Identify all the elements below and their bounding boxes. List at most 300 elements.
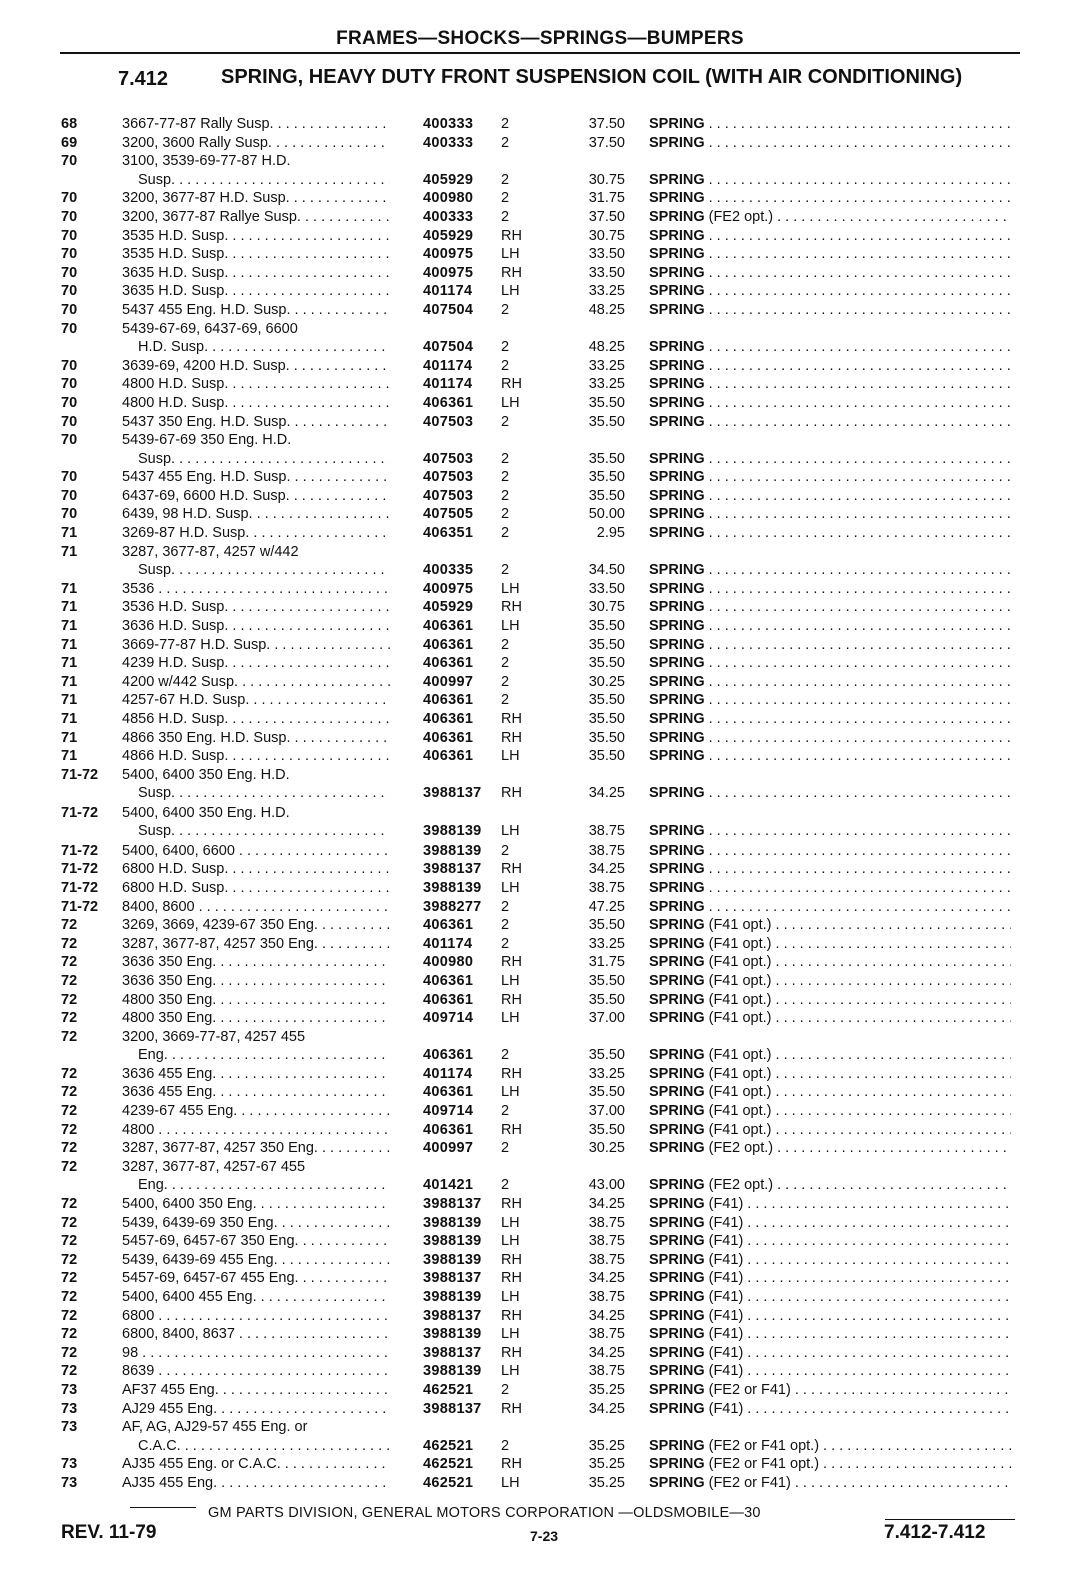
part-name-text: SPRING [649,1251,705,1268]
model-description: 3635 H.D. Susp. . . . [122,264,390,283]
part-name [649,691,1011,710]
quantity: 2 [501,562,510,579]
price: 34.50 [588,562,625,579]
model-description: C.A.C. . . . [138,1437,390,1456]
part-name [649,1139,1011,1158]
part-name [649,636,1011,655]
table-row [0,394,1086,413]
part-number: 407504 [423,339,474,356]
table-row [0,1269,1086,1288]
option-note: (F41 opt.) [708,972,772,989]
part-name [649,208,1011,227]
part-number: 400980 [423,190,474,207]
part-name-text: SPRING [649,1270,705,1287]
part-name-text: SPRING [649,823,705,840]
part-name [649,1102,1011,1121]
model-description: 8639 . . . [122,1362,390,1381]
quantity: 2 [501,655,510,672]
header-rule [60,52,1020,54]
part-name-text: SPRING [649,134,705,151]
model-year: 71 [61,711,78,727]
part-name [649,1400,1011,1419]
table-row [0,1083,1086,1102]
part-name-text: SPRING [649,1084,705,1101]
part-name [649,1009,1011,1028]
table-row [0,357,1086,376]
footer-page-number: 7-23 [530,1528,559,1544]
part-number: 406361 [423,917,474,934]
part-name-text: SPRING [649,655,705,672]
model-description: 3536 . . . [122,580,390,599]
table-row [0,561,1086,580]
model-year: 71-72 [61,804,99,821]
table-row [0,860,1086,879]
option-note: (F41 opt.) [708,1010,772,1027]
table-row [0,468,1086,487]
model-year: 72 [61,972,78,989]
quantity: RH [501,1251,522,1268]
part-name-text: SPRING [649,1289,705,1305]
part-name [649,953,1011,972]
model-year: 71 [61,729,78,746]
price: 43.00 [588,1177,625,1194]
model-year: 70 [61,153,78,170]
part-number: 3988137 [423,1344,482,1361]
table-row [0,1065,1086,1084]
table-row [0,1307,1086,1326]
quantity: LH [501,1326,520,1343]
table-row [0,935,1086,954]
part-name-text: SPRING [649,469,705,486]
part-name-text: SPRING [649,618,705,635]
quantity: RH [501,599,522,616]
part-number: 3988137 [423,861,482,878]
model-year: 70 [61,283,78,300]
model-description: 3200, 3677-87 H.D. Susp. . . . [122,189,390,208]
table-row [0,450,1086,469]
part-number: 406361 [423,991,474,1008]
model-year: 71 [61,655,78,672]
price: 30.75 [588,227,625,244]
price: 34.25 [588,1270,625,1287]
price: 30.75 [588,171,625,188]
model-description: 3269-87 H.D. Susp. . . . [122,524,390,543]
table-row [0,991,1086,1010]
part-name [649,1214,1011,1233]
table-row [0,543,1086,562]
option-note: (F41 opt.) [708,1084,772,1101]
model-description: 5439, 6439-69 455 Eng. . . . [122,1251,390,1270]
price: 34.25 [588,861,625,878]
price: 37.50 [588,116,625,132]
table-row [0,898,1086,917]
model-description: 4800 350 Eng. . . . [122,991,390,1010]
model-year: 72 [61,1121,78,1138]
price: 37.00 [588,1103,625,1120]
part-number: 3988139 [423,1289,482,1305]
table-row [0,822,1086,841]
price: 47.25 [588,898,625,915]
part-number: 3988139 [423,823,482,840]
model-year: 72 [61,1028,78,1045]
table-row [0,842,1086,861]
model-year: 70 [61,432,78,449]
quantity: LH [501,1084,520,1101]
price: 38.75 [588,879,625,896]
price: 35.50 [588,748,625,765]
model-year: 71-72 [61,861,99,878]
option-note: (F41) [708,1400,744,1417]
part-number: 400997 [423,673,474,690]
price: 35.25 [588,1381,625,1398]
table-row [0,691,1086,710]
quantity: 2 [501,450,510,467]
model-year: 70 [61,208,78,225]
model-description: 98 . . . [122,1344,390,1363]
table-row [0,804,1086,823]
model-year: 72 [61,991,78,1008]
table-row [0,636,1086,655]
quantity: 2 [501,469,510,486]
model-year: 70 [61,227,78,244]
table-row [0,1251,1086,1270]
price: 37.00 [588,1010,625,1027]
model-description: 3100, 3539-69-77-87 H.D. [122,153,291,170]
footer-rule-left [130,1507,196,1508]
table-row [0,710,1086,729]
part-number: 401174 [423,357,473,374]
price: 35.50 [588,469,625,486]
part-number: 401174 [423,935,473,952]
part-name [649,450,1011,469]
part-name-text: SPRING [649,1233,705,1250]
model-year: 71 [61,525,78,542]
option-note: (F41) [708,1196,744,1213]
quantity: RH [501,729,522,746]
part-number: 400975 [423,264,474,281]
model-description: 5400, 6400, 6600 . . . [122,842,390,861]
part-number: 400980 [423,954,474,971]
quantity: LH [501,283,520,300]
part-name-text: SPRING [649,1344,705,1361]
option-note: (F41 opt.) [708,991,772,1008]
quantity: 2 [501,525,510,542]
table-row [0,916,1086,935]
table-row [0,1344,1086,1363]
part-name-text: SPRING [649,376,705,393]
model-description: 4239 H.D. Susp. . . . [122,654,390,673]
part-name [649,338,1011,357]
part-name [649,1381,1011,1400]
part-number: 462521 [423,1437,474,1454]
table-row [0,189,1086,208]
price: 38.75 [588,1251,625,1268]
part-name [649,245,1011,264]
part-name-text: SPRING [649,1326,705,1343]
quantity: RH [501,991,522,1008]
part-name [649,505,1011,524]
quantity: LH [501,879,520,896]
quantity: LH [501,618,520,635]
option-note: (FE2 or F41) [708,1381,791,1398]
table-row [0,654,1086,673]
part-name [649,264,1011,283]
price: 30.25 [588,673,625,690]
quantity: LH [501,748,520,765]
price: 35.50 [588,692,625,709]
part-name-text: SPRING [649,692,705,709]
part-name-text: SPRING [649,673,705,690]
price: 33.25 [588,935,625,952]
part-name-text: SPRING [649,842,705,859]
part-name [649,729,1011,748]
model-year: 72 [61,1270,78,1287]
part-number: 462521 [423,1381,474,1398]
quantity: RH [501,1344,522,1361]
part-name [649,747,1011,766]
model-year: 72 [61,1214,78,1231]
quantity: RH [501,1270,522,1287]
model-description: 5400, 6400 350 Eng. . . . [122,1195,390,1214]
model-description: 3200, 3677-87 Rallye Susp. . . . [122,208,390,227]
part-name [649,227,1011,246]
quantity: 2 [501,842,510,859]
quantity: 2 [501,1381,510,1398]
part-number: 407503 [423,469,474,486]
part-name-text: SPRING [649,636,705,653]
table-row [0,375,1086,394]
table-row [0,598,1086,617]
model-description: 3287, 3677-87, 4257 w/442 [122,543,299,560]
table-row [0,784,1086,803]
part-name-text: SPRING [649,1196,705,1213]
price: 50.00 [588,506,625,523]
quantity: 2 [501,301,510,318]
part-name [649,991,1011,1010]
model-description: 6800, 8400, 8637 . . . [122,1325,390,1344]
model-description: Eng. . . . [138,1176,390,1195]
option-note: (F41 opt.) [708,1103,772,1120]
quantity: LH [501,1010,520,1027]
price: 35.50 [588,1047,625,1064]
part-name [649,822,1011,841]
part-name-text: SPRING [649,1437,705,1454]
model-year: 70 [61,246,78,263]
option-note: (FE2 opt.) [708,208,774,225]
part-number: 406361 [423,1084,474,1101]
quantity: RH [501,264,522,281]
price: 38.75 [588,1289,625,1305]
quantity: LH [501,1233,520,1250]
model-description: 4800 H.D. Susp. . . . [122,394,390,413]
model-description: Susp. . . . [138,450,390,469]
part-number: 3988277 [423,898,482,915]
table-row [0,152,1086,171]
option-note: (F41) [708,1307,744,1324]
part-number: 3988137 [423,1270,482,1287]
part-name [649,524,1011,543]
part-name [649,1046,1011,1065]
model-year: 69 [61,134,78,151]
model-year: 72 [61,935,78,952]
model-description: 5439-67-69 350 Eng. H.D. [122,432,292,449]
part-name [649,598,1011,617]
price: 37.50 [588,208,625,225]
table-row [0,320,1086,339]
part-name-text: SPRING [649,171,705,188]
part-name-text: SPRING [649,525,705,542]
part-name [649,654,1011,673]
table-row [0,208,1086,227]
model-description: 5437 455 Eng. H.D. Susp. . . . [122,301,390,320]
table-row [0,1437,1086,1456]
part-number: 406351 [423,525,474,542]
model-description: 5457-69, 6457-67 350 Eng. . . . [122,1232,390,1251]
model-description: 3636 455 Eng. . . . [122,1065,390,1084]
price: 34.25 [588,1307,625,1324]
quantity: 2 [501,935,510,952]
part-number: 401421 [423,1177,474,1194]
option-note: (F41) [708,1363,744,1380]
model-description: 5437 350 Eng. H.D. Susp. . . . [122,413,390,432]
part-name [649,580,1011,599]
quantity: RH [501,861,522,878]
model-year: 72 [61,1196,78,1213]
table-row [0,338,1086,357]
part-number: 409714 [423,1103,474,1120]
part-name-text: SPRING [649,1214,705,1231]
table-row [0,171,1086,190]
model-description: 4239-67 455 Eng. . . . [122,1102,390,1121]
model-description: 3636 350 Eng. . . . [122,972,390,991]
option-note: (F41) [708,1270,744,1287]
table-row [0,134,1086,153]
quantity: 2 [501,1140,510,1157]
option-note: (FE2 or F41 opt.) [708,1437,820,1454]
part-name [649,1121,1011,1140]
model-year: 72 [61,1103,78,1120]
quantity: 2 [501,673,510,690]
price: 35.50 [588,394,625,411]
table-row [0,1474,1086,1493]
quantity: 2 [501,171,510,188]
table-row [0,1009,1086,1028]
quantity: LH [501,246,520,263]
model-year: 72 [61,1010,78,1027]
part-name [649,916,1011,935]
model-year: 73 [61,1400,78,1417]
model-year: 70 [61,190,78,207]
table-row [0,673,1086,692]
model-description: 5437 455 Eng. H.D. Susp. . . . [122,468,390,487]
option-note: (F41 opt.) [708,1047,772,1064]
quantity: LH [501,1214,520,1231]
quantity: RH [501,1307,522,1324]
part-name [649,1288,1011,1307]
model-description: 5400, 6400 350 Eng. H.D. [122,766,290,783]
part-number: 407503 [423,487,474,504]
part-name-text: SPRING [649,898,705,915]
part-name-text: SPRING [649,394,705,411]
part-name [649,1455,1011,1474]
model-year: 70 [61,264,78,281]
part-number: 407503 [423,413,474,430]
part-name [649,1437,1011,1456]
price: 35.50 [588,487,625,504]
model-description: 4866 H.D. Susp. . . . [122,747,390,766]
price: 35.50 [588,655,625,672]
model-description: Eng. . . . [138,1046,390,1065]
option-note: (FE2 or F41 opt.) [708,1456,820,1473]
price: 34.25 [588,785,625,802]
option-note: (F41) [708,1214,744,1231]
quantity: RH [501,227,522,244]
model-year: 71 [61,618,78,635]
part-name [649,357,1011,376]
table-row [0,1362,1086,1381]
table-row [0,487,1086,506]
quantity: LH [501,580,520,597]
part-name-text: SPRING [649,599,705,616]
model-description: 4800 350 Eng. . . . [122,1009,390,1028]
part-name-text: SPRING [649,301,705,318]
part-number: 3988137 [423,1400,482,1417]
part-name [649,1195,1011,1214]
quantity: 2 [501,339,510,356]
part-number: 3988137 [423,785,482,802]
model-year: 71-72 [61,842,99,859]
part-name-text: SPRING [649,1010,705,1027]
model-year: 72 [61,1289,78,1305]
price: 30.25 [588,1140,625,1157]
part-name [649,115,1011,134]
part-name-text: SPRING [649,562,705,579]
part-number: 406361 [423,972,474,989]
part-name-text: SPRING [649,729,705,746]
model-description: 3636 H.D. Susp. . . . [122,617,390,636]
part-name [649,1344,1011,1363]
table-row [0,1139,1086,1158]
model-year: 72 [61,954,78,971]
part-number: 400333 [423,208,474,225]
model-description: 4800 H.D. Susp. . . . [122,375,390,394]
part-name [649,842,1011,861]
footer-revision: REV. 11-79 [61,1522,157,1543]
part-name-text: SPRING [649,954,705,971]
table-row [0,580,1086,599]
model-description: AF37 455 Eng. . . . [122,1381,390,1400]
table-row [0,953,1086,972]
price: 34.25 [588,1344,625,1361]
price: 35.50 [588,991,625,1008]
part-name [649,617,1011,636]
part-name [649,972,1011,991]
price: 30.75 [588,599,625,616]
quantity: LH [501,1474,520,1491]
model-description: 3667-77-87 Rally Susp. . . . [122,115,390,134]
option-note: (F41) [708,1344,744,1361]
part-name-text: SPRING [649,879,705,896]
model-description: 6439, 98 H.D. Susp. . . . [122,505,390,524]
quantity: 2 [501,1103,510,1120]
price: 37.50 [588,134,625,151]
part-number: 406361 [423,711,474,727]
model-year: 68 [61,116,78,132]
part-name [649,935,1011,954]
model-year: 72 [61,1251,78,1268]
model-year: 72 [61,1140,78,1157]
price: 33.25 [588,357,625,374]
